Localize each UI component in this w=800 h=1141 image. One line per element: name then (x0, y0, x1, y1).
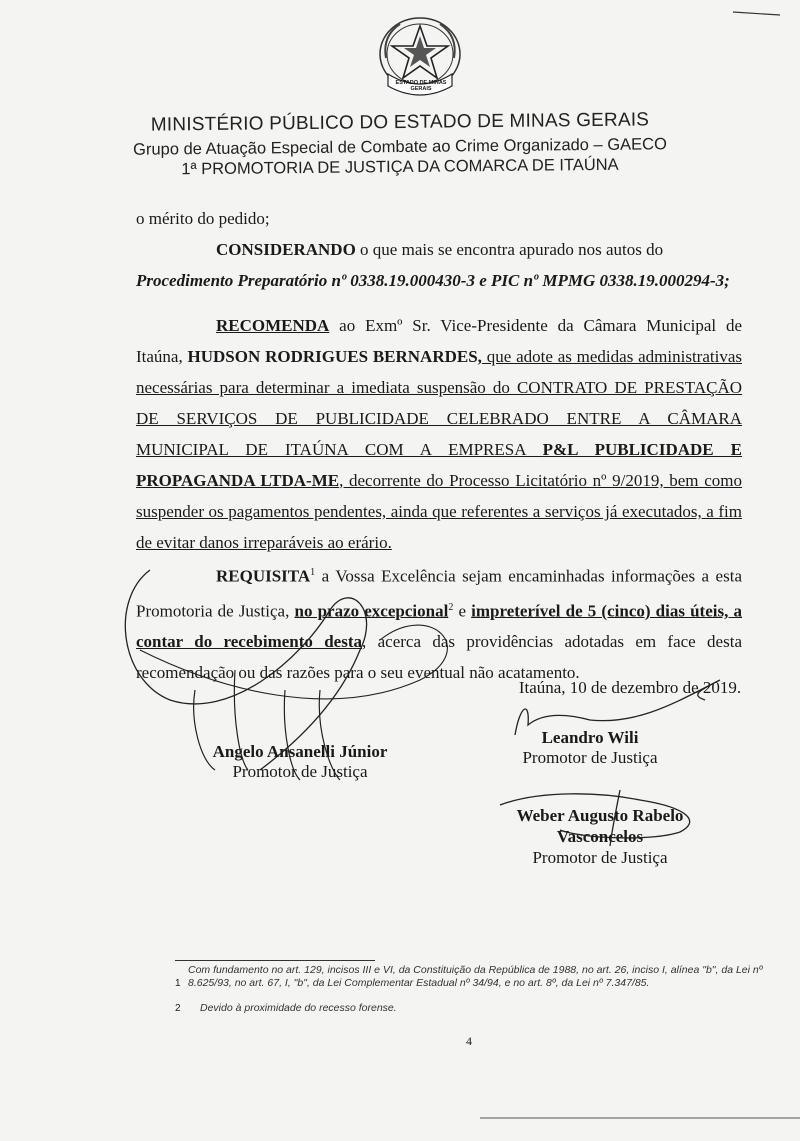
requisita-label: REQUISITA (216, 566, 311, 586)
signature-block-1 (180, 742, 420, 782)
considerando-label: CONSIDERANDO (216, 240, 356, 259)
procedimento-reference: Procedimento Preparatório nº 0338.19.000430-3 e PIC nº MPMG 0338.19.000294-3; (136, 271, 730, 290)
footnote-ref-2: 2 (448, 601, 454, 613)
recomenda-text-a: ao Exmº Sr. Vice-Presidente da Câmara Municipal de Itaúna, (136, 316, 742, 366)
recomenda-text-c: , decorrente do Processo Licitatório nº 9/2019, bem como suspender os pagamentos pendentes, ainda que referentes a serviços já executados, a fim de evitar danos irreparáveis ao erário. (136, 471, 742, 552)
recomenda-label: RECOMENDA (216, 316, 330, 335)
paragraph-considerando (136, 234, 742, 296)
signatory-name-3: Weber Augusto Rabelo (516, 806, 684, 825)
footnote-ref-1: 1 (310, 567, 316, 578)
signature-block-2 (480, 728, 700, 768)
requisita-text-a: a Vossa Excelência sejam encaminhadas informações a esta Promotoria de Justiça, (136, 566, 742, 621)
signatory-role-2: Promotor de Justiça (522, 748, 658, 767)
signatory-name-3b: Vasconcelos (556, 827, 644, 846)
prazo-excepcional: no prazo excepcional (294, 601, 449, 621)
paragraph-requisita (136, 557, 742, 688)
prazo-impreterivel: impreterível de 5 (cinco) dias úteis, a contar do recebimento desta (136, 601, 742, 652)
footnote-number-1: 1 (175, 978, 181, 989)
considerando-text: o que mais se encontra apurado nos autos do (355, 240, 664, 259)
seal-text: ESTADO DE MINAS GERAIS (395, 80, 447, 92)
paragraph-intro: o mérito do pedido; (136, 209, 270, 228)
footnote-number-2: 2 (175, 1003, 181, 1014)
requisita-text-e: , acerca das providências adotadas em face desta recomendação ou das razões para o seu eventual não acatamento. (136, 632, 742, 683)
header-promotoria: 1ª PROMOTORIA DE JUSTIÇA DA COMARCA DE ITAÚNA (181, 155, 619, 179)
signatory-role-3: Promotor de Justiça (532, 848, 668, 867)
signature-block-3 (470, 805, 730, 868)
footnote-1: Com fundamento no art. 129, incisos III e VI, da Constituição da República de 1988, no art. 26, inciso I, alínea "b", da Lei nº 8.625/93, no art. 67, I, "b", da Lei Complementar Estadual nº 34/94, e no art. 8º, da Lei nº 7.347/85. (188, 964, 763, 989)
company-name: P&L PUBLICIDADE E PROPAGANDA LTDA-ME (136, 440, 742, 490)
signatory-name-1: Angelo Ansanelli Júnior (212, 742, 388, 761)
recomenda-text-b: que adote as medidas administrativas necessárias para determinar a imediata suspensão do CONTRATO DE PRESTAÇÃO DE SERVIÇOS DE PUBLICIDADE CELEBRADO ENTRE A CÂMARA MUNICIPAL DE ITAÚNA COM A EMPRESA (136, 347, 742, 459)
requisita-text-c: e (453, 601, 472, 621)
header-institution: MINISTÉRIO PÚBLICO DO ESTADO DE MINAS GERAIS (150, 109, 650, 136)
header-group: Grupo de Atuação Especial de Combate ao Crime Organizado – GAECO (133, 135, 667, 159)
paragraph-recomenda (136, 310, 742, 558)
footnote-2: Devido à proximidade do recesso forense. (200, 1002, 397, 1014)
document-date: Itaúna, 10 de dezembro de 2019. (518, 678, 742, 697)
signatory-name-2: Leandro Wili (541, 728, 639, 747)
page-number: 4 (466, 1034, 472, 1048)
footnote-separator (175, 960, 375, 961)
signatory-role-1: Promotor de Justiça (232, 762, 368, 781)
recipient-name: HUDSON RODRIGUES BERNARDES, (187, 347, 482, 366)
